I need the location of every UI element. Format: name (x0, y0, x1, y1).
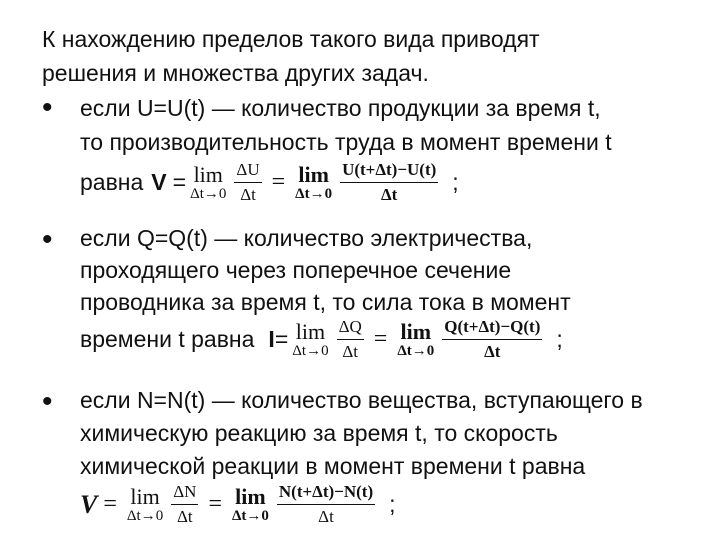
item-1-formula (80, 160, 459, 205)
equals-sign: = (172, 169, 187, 195)
limit-2 (295, 161, 333, 202)
limit-1 (126, 483, 164, 524)
limit-1 (190, 161, 227, 202)
fraction-denominator: Δt (381, 185, 398, 204)
formula-variable: V (80, 489, 98, 519)
lim-word: lim (298, 161, 329, 187)
fraction-denominator: Δt (240, 185, 256, 204)
formula-prefix: времени t равна (80, 326, 255, 352)
limit-1 (292, 318, 329, 359)
lim-subscript: Δt→0 (190, 185, 227, 202)
bullet-2: • (42, 223, 53, 256)
item-2-formula (80, 317, 563, 362)
equals-sign: = (103, 491, 117, 517)
fraction-2 (340, 160, 438, 205)
item-3-line-3: химической реакции в момент времени t равна (80, 453, 586, 479)
equals-sign: = (274, 326, 289, 352)
equals-sign: = (373, 326, 388, 352)
formula-end: ; (556, 326, 563, 352)
lim-subscript: Δt→0 (397, 342, 435, 359)
bullet-1: • (42, 91, 53, 124)
fraction-1 (337, 317, 364, 362)
item-2-line-2: проходящего через поперечное сечение (80, 257, 512, 283)
lim-subscript: Δt→0 (231, 507, 269, 524)
item-1-line-1: если U=U(t) — количество продукции за время t, (80, 95, 601, 121)
fraction-numerator: U(t+Δt)−U(t) (340, 160, 438, 183)
fraction-numerator: ΔU (234, 160, 261, 183)
item-2-line-1: если Q=Q(t) — количество электричества, (80, 225, 533, 251)
intro-line-2: решения и множества других задач. (42, 60, 429, 86)
lim-subscript: Δt→0 (126, 507, 164, 524)
bullet-3: • (42, 385, 53, 418)
fraction-numerator: Q(t+Δt)−Q(t) (442, 317, 542, 340)
formula-end: ; (452, 169, 459, 195)
fraction-denominator: Δt (484, 342, 501, 361)
lim-word: lim (295, 318, 326, 344)
formula-end: ; (389, 491, 396, 517)
lim-word: lim (235, 483, 266, 509)
fraction-numerator: N(t+Δt)−N(t) (277, 482, 375, 505)
formula-variable: V (151, 169, 167, 195)
limit-2 (397, 318, 435, 359)
lim-subscript: Δt→0 (292, 342, 329, 359)
fraction-1 (234, 160, 261, 205)
fraction-1 (171, 482, 198, 527)
lim-word: lim (193, 161, 223, 187)
formula-variable: I (268, 326, 275, 352)
lim-word: lim (400, 318, 432, 344)
lim-subscript: Δt→0 (295, 185, 333, 202)
item-3-formula (80, 482, 396, 527)
fraction-denominator: Δt (177, 507, 193, 526)
item-1-line-2: то производительность труда в момент времени t (80, 129, 612, 155)
formula-prefix: равна (80, 169, 144, 195)
item-3-line-2: химическую реакцию за время t, то скорость (80, 420, 558, 446)
equals-sign: = (271, 169, 286, 195)
lim-word: lim (130, 483, 160, 509)
fraction-numerator: ΔQ (337, 317, 364, 340)
item-3-line-1: если N=N(t) — количество вещества, вступающего в (80, 387, 643, 413)
fraction-denominator: Δt (342, 342, 359, 361)
intro-line-1: К нахождению пределов такого вида приводят (42, 26, 540, 52)
intro-paragraph (42, 22, 540, 90)
fraction-2 (442, 317, 542, 362)
fraction-denominator: Δt (318, 507, 334, 526)
fraction-numerator: ΔN (171, 482, 198, 505)
limit-2 (231, 483, 269, 524)
item-2-line-3: проводника за время t, то сила тока в момент (80, 289, 571, 315)
fraction-2 (277, 482, 375, 527)
equals-sign: = (208, 491, 222, 517)
